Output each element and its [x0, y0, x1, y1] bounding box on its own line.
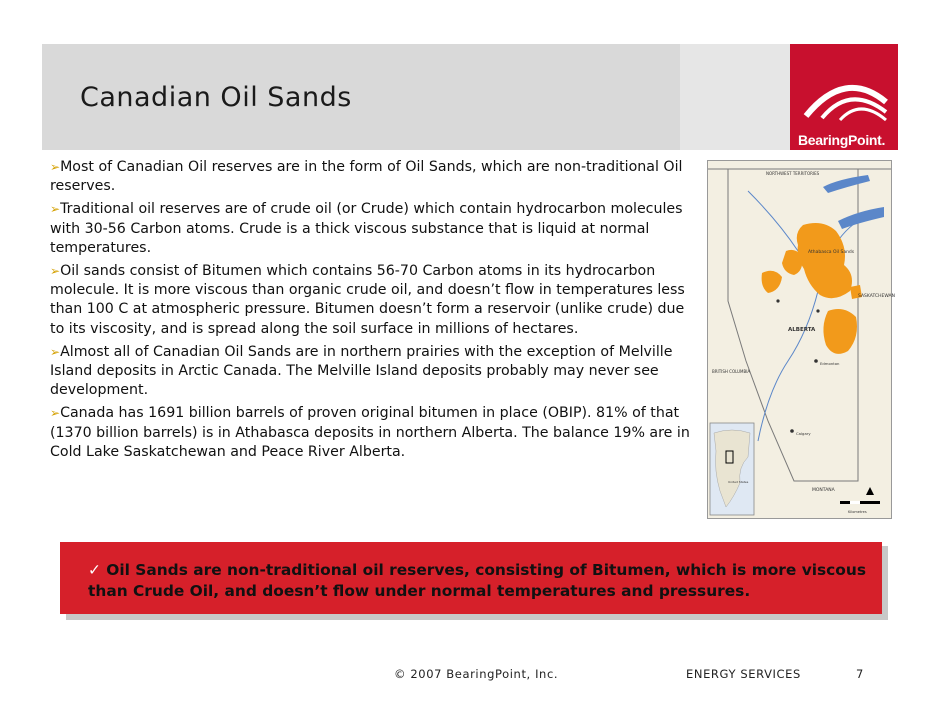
map-label-athabasca: Athabasca Oil Sands [808, 250, 855, 255]
footer-copyright: © 2007 BearingPoint, Inc. [394, 667, 559, 681]
bullet-item: ➢Canada has 1691 billion barrels of proven original bitumen in place (OBIP). 81% of that (1370 billion barrels) is in Athabasca deposits in northern Alberta. The balance 19% are in Cold Lake Saskatchewan and Peace River Alberta. [50, 405, 690, 460]
bullet-list [50, 158, 700, 466]
bearingpoint-logo [790, 44, 898, 150]
arrow-bullet-icon: ➢ [50, 264, 61, 279]
footer-division: ENERGY SERVICES [686, 667, 801, 681]
map-label-alberta: ALBERTA [788, 327, 816, 333]
header-accent-block [680, 44, 790, 150]
bullet-item: ➢Almost all of Canadian Oil Sands are in northern prairies with the exception of Melville Island deposits in Arctic Canada. The Melville Island deposits probably may never see development. [50, 343, 673, 399]
arrow-bullet-icon: ➢ [50, 160, 61, 174]
arrow-bullet-icon: ➢ [50, 344, 61, 359]
logo-wordmark: BearingPoint. [798, 132, 886, 148]
page-number: 7 [856, 667, 864, 681]
callout-text [88, 560, 888, 602]
oil-sands-map [707, 160, 895, 519]
page-title: Canadian Oil Sands [80, 82, 352, 113]
map-label-bc: BRITISH COLUMBIA [712, 369, 751, 374]
bullet-item: ➢Traditional oil reserves are of crude oil (or Crude) which contain hydrocarbon molecules with 30-56 Carbon atoms. Crude is a thick viscous substance that is liquid at normal temperatures. [50, 201, 683, 256]
arrow-bullet-icon: ➢ [50, 202, 61, 217]
map-label-nwt: NORTHWEST TERRITORIES [766, 171, 820, 176]
map-label-km: Kilometres [848, 510, 867, 514]
bullet-item: ➢Oil sands consist of Bitumen which contains 56-70 Carbon atoms in its hydrocarbon molecule. It is more viscous than organic crude oil, and doesn’t flow in temperatures less than 100 C at atmospheric pressure. Bitumen doesn’t form a reservoir (unlike crude) due to its viscosity, and is spread along the soil surface in millions of hectares. [50, 263, 685, 337]
map-label-sask: SASKATCHEWAN [858, 294, 895, 299]
map-label-us: United States [728, 480, 749, 484]
callout-message: Oil Sands are non-traditional oil reserves, consisting of Bitumen, which is more viscous than Crude Oil, and doesn’t flow under normal temperatures and pressures. [88, 561, 866, 600]
arrow-bullet-icon: ➢ [50, 406, 61, 421]
map-label-calgary: Calgary [796, 431, 811, 436]
checkmark-icon: ✓ [88, 561, 101, 579]
logo-arc-icon [800, 72, 890, 122]
bullet-item: ➢Most of Canadian Oil reserves are in the form of Oil Sands, which are non-traditional Oil reserves. [50, 159, 683, 195]
map-label-montana: MONTANA [812, 488, 835, 493]
map-label-edmonton: Edmonton [820, 361, 840, 366]
